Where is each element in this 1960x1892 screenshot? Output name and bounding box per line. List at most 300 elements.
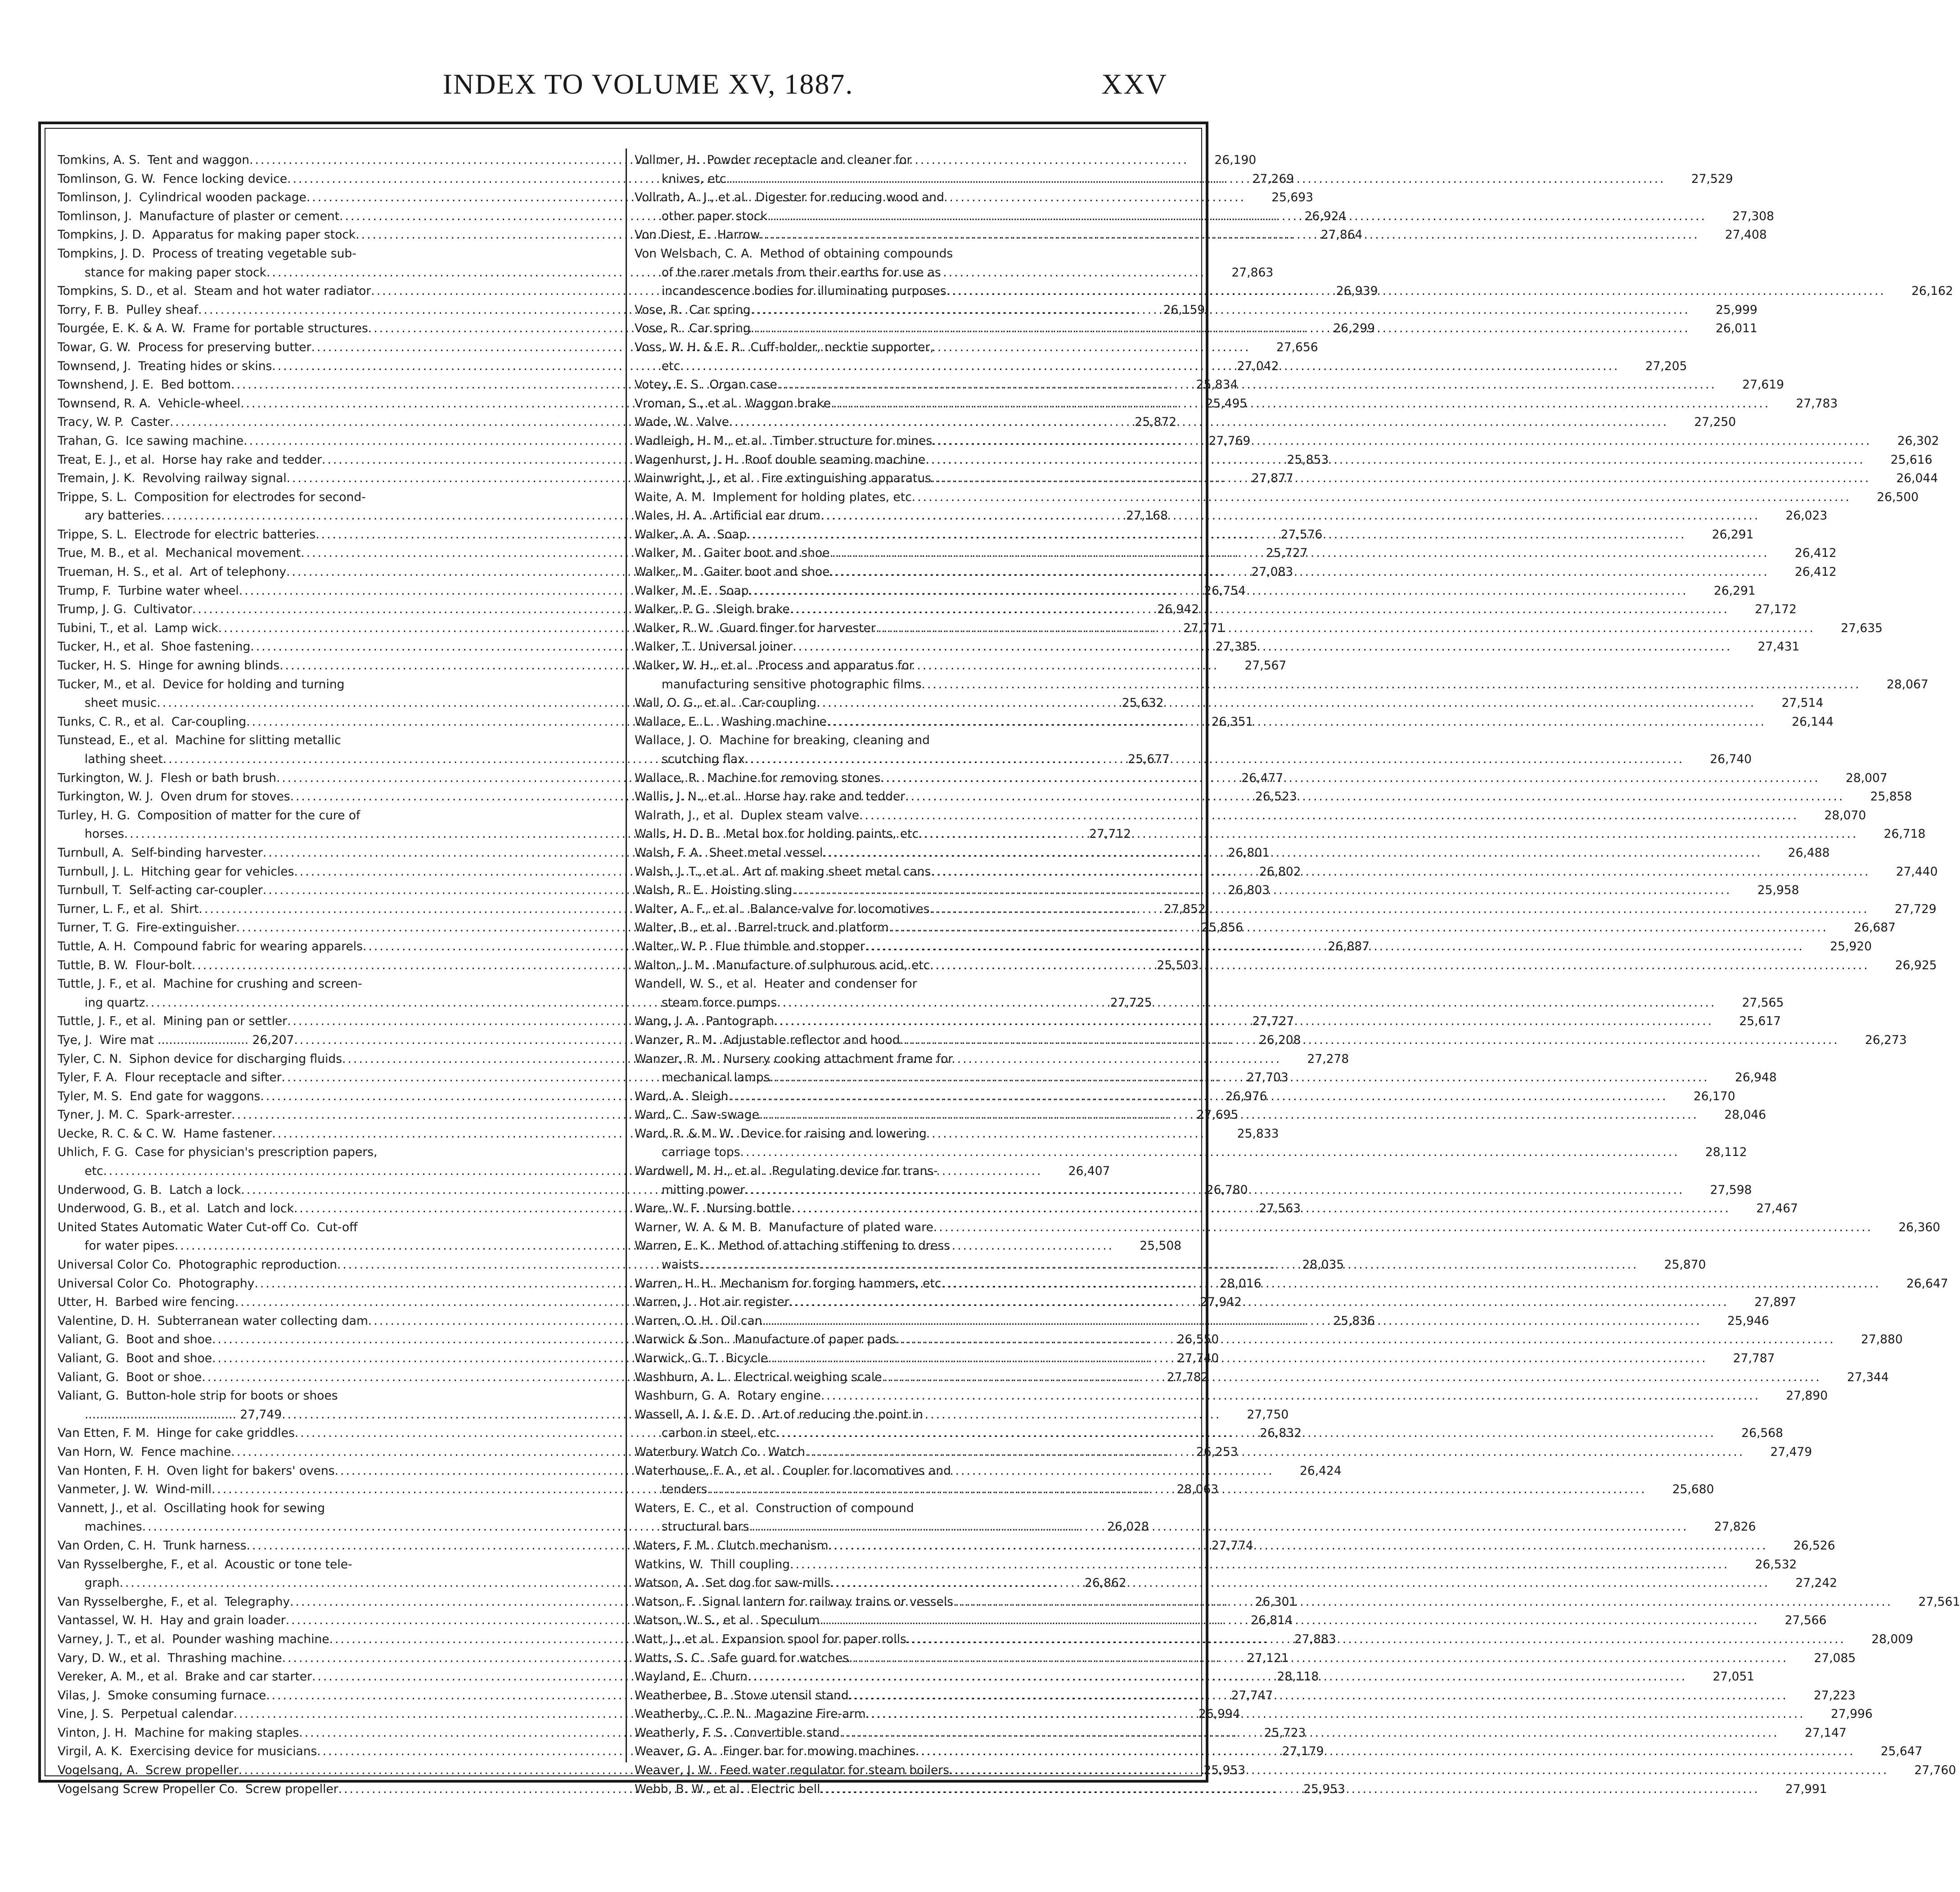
entry-name: Walsh, F. A. — [635, 845, 702, 860]
entry-description-continued: carbon in steel, etc — [662, 1426, 776, 1440]
entry-description-continued: steam force pumps — [662, 995, 777, 1010]
dot-leader — [751, 319, 1690, 338]
dot-leader — [896, 1330, 1835, 1349]
entry-name: Weatherly, F. S. — [635, 1725, 727, 1740]
entry-description: Shirt — [171, 902, 199, 916]
entry-description: Device for holding and turning — [162, 677, 345, 691]
entry-name: Waterhouse, F. A., et al. — [635, 1463, 775, 1478]
entry-name: Warren, E. K. — [635, 1239, 712, 1253]
patent-number: 27,890 — [1786, 1389, 1828, 1403]
index-entry — [635, 188, 1193, 207]
dot-leader — [747, 525, 1686, 544]
entry-name: Underwood, G. B., et al. — [58, 1201, 200, 1216]
entry-description-continued: tenders — [662, 1482, 707, 1497]
entry-name: Wallis, J. N., et al. — [635, 790, 739, 804]
patent-number: 25,853 — [1287, 452, 1329, 467]
entry-name: Turley, H. G. — [58, 808, 131, 822]
entry-name: Trump, J. G. — [58, 602, 127, 617]
entry-description: Bicycle — [725, 1351, 768, 1365]
patent-number: 27,877 — [1252, 471, 1293, 486]
patent-number: 27,205 — [1645, 359, 1687, 373]
dot-leader — [726, 170, 1665, 189]
patent-number: 26,550 — [1177, 1332, 1219, 1347]
entry-name: Tuttle, B. W. — [58, 958, 128, 972]
entry-name: Wallace, E. L. — [635, 714, 714, 729]
entry-name: Tompkins, J. D. — [58, 246, 145, 261]
patent-number: 26,523 — [1255, 790, 1297, 804]
entry-description: Horse hay rake and tedder — [162, 452, 322, 467]
dot-leader — [931, 862, 1870, 881]
dot-leader — [805, 1443, 1744, 1462]
entry-description: Expansion spool for paper rolls — [722, 1632, 906, 1646]
entry-description: Compound fabric for wearing apparels — [133, 939, 363, 953]
entry-description: Latch a lock — [169, 1183, 241, 1197]
entry-name: Walsh, R. E. — [635, 883, 705, 898]
entry-name: Vantassel, W. H. — [58, 1613, 153, 1628]
entry-description: Hame fastener — [183, 1126, 272, 1141]
dot-leader — [831, 394, 1770, 413]
entry-description: Signal lantern for railway trains or vessels — [702, 1594, 954, 1609]
entry-name: Watson, W. S., et al. — [635, 1613, 754, 1628]
entry-name: Tyler, M. S. — [58, 1089, 123, 1103]
patent-number: 26,568 — [1741, 1426, 1783, 1440]
index-entry — [635, 338, 1193, 357]
patent-number: 28,070 — [1824, 808, 1866, 822]
entry-name: Vereker, A. M., et al. — [58, 1670, 178, 1684]
patent-number: 27,760 — [1914, 1763, 1956, 1778]
entry-name: Ware, W. F. — [635, 1201, 699, 1216]
entry-name: Trippe, S. L. — [58, 527, 127, 542]
patent-number: 27,051 — [1712, 1670, 1755, 1684]
entry-name: Watson, A. — [635, 1576, 698, 1590]
entry-description: Electrical weighing scale — [734, 1370, 882, 1384]
entry-description: Smoke consuming furnace — [108, 1688, 266, 1702]
patent-number: 25,953 — [1203, 1763, 1246, 1778]
entry-name: Wade, W. — [635, 415, 690, 429]
patent-number: 25,858 — [1870, 790, 1912, 804]
dot-leader — [919, 825, 1858, 844]
entry-name: Vollmer, H. — [635, 153, 700, 167]
patent-number: 26,412 — [1794, 565, 1837, 579]
dot-leader — [930, 900, 1869, 919]
entry-name: Wang, J. A. — [635, 1014, 698, 1029]
entry-description-continued: waists — [662, 1258, 699, 1272]
entry-name: Ward, R. & M. W. — [635, 1126, 734, 1141]
entry-name: Vogelsang, A. — [58, 1763, 139, 1778]
patent-number: 25,616 — [1890, 452, 1933, 467]
entry-description: Coupler for locomotives and — [782, 1463, 951, 1478]
entry-name: Van Rysselberghe, F., et al. — [58, 1594, 218, 1609]
entry-description: Car spring — [689, 303, 751, 317]
entry-description: Cylindrical wooden package — [139, 190, 306, 205]
entry-name: Warren, H. H. — [635, 1276, 714, 1291]
dot-leader — [749, 582, 1688, 601]
dot-leader — [776, 1424, 1716, 1443]
index-entry — [58, 731, 612, 750]
patent-number: 27,852 — [1163, 902, 1206, 916]
entry-name: Turnbull, J. L. — [58, 864, 134, 879]
entry-description: Caster — [131, 415, 170, 429]
dot-leader — [946, 282, 1886, 301]
patent-number: 27,242 — [1795, 1576, 1838, 1590]
entry-description: Harrow — [717, 228, 760, 242]
index-entry — [635, 1499, 1193, 1518]
entry-description: Hot air register — [699, 1295, 789, 1309]
patent-number: 28,063 — [1176, 1482, 1219, 1497]
patent-number: 25,495 — [1205, 396, 1248, 411]
entry-description-continued: sheet music — [85, 696, 157, 710]
entry-name: Tompkins, J. D. — [58, 228, 145, 242]
entry-name: Turkington, W. J. — [58, 790, 153, 804]
index-entry — [635, 1462, 1193, 1481]
entry-name: Turnbull, A. — [58, 845, 124, 860]
index-entry — [58, 675, 612, 694]
dot-leader — [827, 713, 1766, 732]
patent-number: 27,269 — [1252, 172, 1294, 186]
entry-name: Wallace, J. O. — [635, 733, 712, 748]
patent-number: 26,802 — [1259, 864, 1301, 879]
entry-description: Manufacture of paper pads — [734, 1332, 896, 1347]
patent-number: 25,958 — [1757, 883, 1799, 898]
patent-number: 25,503 — [1157, 958, 1199, 972]
entry-name: Valiant, G. — [58, 1389, 119, 1403]
entry-description: Metal box for holding paints, etc — [725, 827, 919, 841]
entry-name: Weaver, G. A. — [635, 1744, 716, 1759]
entry-description: Horse hay rake and tedder — [745, 790, 906, 804]
entry-description: Self-binding harvester — [131, 845, 263, 860]
entry-description: Digester for reducing wood and — [755, 190, 944, 205]
entry-description: Clutch mechanism — [717, 1538, 829, 1553]
entry-description: Composition of matter for the cure of — [137, 808, 360, 822]
entry-description-continued: of the rarer metals from their earths for use as — [662, 265, 941, 280]
entry-name: Vose, R. — [635, 321, 682, 336]
patent-number: 26,028 — [1107, 1520, 1149, 1534]
dot-leader — [829, 544, 1769, 563]
patent-number: 27,576 — [1280, 527, 1323, 542]
entry-name: Tracy, W. P. — [58, 415, 124, 429]
entry-name: Universal Color Co. — [58, 1276, 171, 1291]
entry-name: Warren, J. — [635, 1295, 692, 1309]
index-entry — [635, 731, 1193, 750]
patent-number: 27,479 — [1770, 1445, 1812, 1459]
patent-number: 27,514 — [1781, 696, 1824, 710]
patent-number: 26,976 — [1225, 1089, 1267, 1103]
entry-name: Walsh, J. T., et al. — [635, 864, 736, 879]
patent-number: 26,754 — [1204, 583, 1246, 598]
entry-name: Waterbury Watch Co. — [635, 1445, 761, 1459]
patent-number: 27,042 — [1237, 359, 1279, 373]
entry-name: Valiant, G. — [58, 1370, 119, 1384]
patent-number: 27,897 — [1754, 1295, 1796, 1309]
dot-leader — [767, 207, 1707, 226]
patent-number: 25,870 — [1664, 1258, 1706, 1272]
entry-description-continued: carriage tops — [662, 1145, 740, 1160]
dot-leader — [925, 451, 1865, 470]
patent-number: 26,351 — [1211, 714, 1253, 729]
patent-number: 26,302 — [1897, 433, 1939, 448]
entry-description: Finger bar for mowing machines — [723, 1744, 916, 1759]
entry-name: Warwick, G. T. — [635, 1351, 719, 1365]
patent-number: 25,833 — [1237, 1126, 1279, 1141]
dot-leader — [828, 1536, 1767, 1555]
patent-number: 27,563 — [1259, 1201, 1301, 1216]
dot-leader — [905, 787, 1844, 806]
patent-number: 26,718 — [1883, 827, 1926, 841]
patent-number: 27,787 — [1733, 1351, 1775, 1365]
entry-name: Watt, J., et al. — [635, 1632, 715, 1646]
entry-description: Process of treating vegetable sub- — [152, 246, 356, 261]
patent-number: 25,617 — [1739, 1014, 1781, 1029]
entry-name: Washburn, A. L. — [635, 1370, 728, 1384]
entry-name: Varney, J. T., et al. — [58, 1632, 165, 1646]
entry-name: Tucker, M., et al. — [58, 677, 156, 691]
entry-name: Wanzer, R. M. — [635, 1052, 716, 1066]
index-entry — [58, 806, 612, 825]
patent-number: 26,190 — [1214, 153, 1257, 167]
entry-name: Wainwright, J., et al. — [635, 471, 754, 486]
entry-description: Feed water regulator for steam boilers — [720, 1763, 950, 1778]
entry-description: Cut-off — [317, 1220, 358, 1234]
entry-name: Van Etten, F. M. — [58, 1426, 150, 1440]
entry-name: Walker, M. E. — [635, 583, 712, 598]
entry-name: Walker, A. A. — [635, 527, 710, 542]
entry-description: Vehicle-wheel — [158, 396, 241, 411]
index-entry — [635, 151, 1193, 170]
patent-number: 26,994 — [1199, 1707, 1240, 1721]
entry-description: Photography — [178, 1276, 255, 1291]
dot-leader — [749, 1517, 1688, 1536]
entry-description-continued: mechanical lamps — [662, 1070, 770, 1085]
entry-description: Nursery cooking attachment frame for — [723, 1052, 953, 1066]
patent-number: 27,782 — [1167, 1370, 1209, 1384]
entry-name: Van Rysselberghe, F., et al. — [58, 1557, 218, 1571]
index-entry — [635, 413, 1736, 432]
patent-number: 27,740 — [1177, 1351, 1219, 1365]
entry-description: Pantograph — [705, 1014, 774, 1029]
entry-name: Trippe, S. L. — [58, 490, 127, 504]
dot-leader — [790, 600, 1729, 619]
entry-description: Roof double seaming machine — [744, 452, 926, 467]
patent-number: 25,836 — [1333, 1314, 1375, 1328]
entry-description: Universal joiner — [699, 640, 793, 654]
patent-number: 25,999 — [1716, 303, 1757, 317]
patent-number: 27,769 — [1208, 433, 1251, 448]
entry-name: Tourgée, E. K. & A. W. — [58, 321, 186, 336]
dot-leader — [865, 937, 1804, 956]
entry-name: Ward, C. — [635, 1108, 685, 1122]
patent-number: 28,035 — [1302, 1258, 1344, 1272]
entry-description-continued: etc — [85, 1164, 104, 1179]
entry-description: Organ case — [709, 378, 777, 392]
entry-name: Watkins, W. — [635, 1557, 703, 1571]
patent-number: 27,727 — [1252, 1014, 1294, 1029]
patent-number: 25,953 — [1303, 1782, 1345, 1796]
patent-number: 27,863 — [1231, 265, 1274, 280]
dot-leader — [760, 226, 1699, 244]
entry-description: Fire-extinguisher — [136, 921, 236, 935]
entry-description-continued: manufacturing sensitive photographic films — [662, 677, 922, 691]
index-entry — [635, 900, 1937, 919]
patent-number: 26,144 — [1792, 714, 1834, 729]
patent-number: 26,942 — [1157, 602, 1199, 617]
entry-description: Tent and waggon — [147, 153, 250, 167]
entry-description: Set dog for saw-mills — [705, 1576, 830, 1590]
patent-number: 26,360 — [1898, 1220, 1941, 1234]
dot-leader — [889, 918, 1828, 937]
patent-number: 26,044 — [1896, 471, 1938, 486]
entry-description: Fence machine — [141, 1445, 231, 1459]
entry-name: Wardwell, M. H., et al. — [635, 1164, 765, 1179]
entry-description: Implement for holding plates, etc — [712, 490, 912, 504]
entry-name: Walrath, J., et al. — [635, 808, 734, 822]
dot-leader — [745, 1181, 1684, 1200]
patent-number: 25,946 — [1727, 1314, 1769, 1328]
patent-number: 27,695 — [1196, 1108, 1239, 1122]
entry-description: Brake and car starter — [185, 1670, 312, 1684]
dot-leader — [820, 1611, 1759, 1630]
patent-number: 28,007 — [1846, 771, 1888, 785]
entry-name: Warner, W. A. & M. B. — [635, 1220, 761, 1234]
patent-number: 27,991 — [1785, 1782, 1827, 1796]
entry-description-continued: ........................................ 27,749 — [85, 1407, 282, 1422]
dot-leader — [792, 881, 1731, 900]
dot-leader — [859, 806, 1798, 825]
patent-number: 25,834 — [1196, 378, 1238, 392]
dot-leader — [793, 637, 1732, 656]
entry-description: Mining pan or settler — [163, 1014, 288, 1029]
patent-number: 27,635 — [1841, 621, 1883, 635]
entry-description: Sleigh — [691, 1089, 729, 1103]
dot-leader — [777, 993, 1716, 1012]
entry-name: Townsend, R. A. — [58, 396, 151, 411]
entry-name: Vanmeter, J. W. — [58, 1482, 149, 1497]
entry-description: Adjustable reflector and hood — [723, 1033, 900, 1047]
entry-name: True, M. B., et al. — [58, 546, 158, 560]
entry-description: Machine for crushing and screen- — [163, 977, 362, 991]
index-entry — [58, 1499, 612, 1518]
entry-name: Waite, A. M. — [635, 490, 706, 504]
entry-description: Acoustic or tone tele- — [225, 1557, 352, 1571]
entry-description: Thill coupling — [710, 1557, 790, 1571]
entry-name: Wales, H. A. — [635, 509, 706, 523]
entry-name: Universal Color Co. — [58, 1258, 171, 1272]
entry-description: Shoe fastening — [161, 640, 251, 654]
patent-number: 26,011 — [1716, 321, 1757, 336]
entry-name: Vinton, J. H. — [58, 1725, 127, 1740]
entry-description: Hinge for awning blinds — [138, 659, 280, 673]
entry-name: Watts, S. C. — [635, 1651, 703, 1665]
entry-name: Trump, F. — [58, 583, 111, 598]
entry-description-continued: structural bars — [662, 1520, 749, 1534]
entry-description: Art of making sheet metal cans — [743, 864, 931, 879]
entry-description: Speculum — [761, 1613, 820, 1628]
index-entry-continuation — [635, 675, 1928, 694]
entry-name: Vogelsang Screw Propeller Co. — [58, 1782, 239, 1796]
entry-description: Trunk harness — [163, 1538, 247, 1553]
index-entry — [635, 694, 1824, 713]
dot-leader — [821, 1386, 1760, 1405]
index-entry — [58, 1555, 612, 1574]
patent-number: 27,567 — [1244, 659, 1287, 673]
entry-description: Case for physician's prescription papers, — [135, 1145, 378, 1160]
patent-number: 25,693 — [1271, 190, 1314, 205]
patent-number: 27,085 — [1814, 1651, 1856, 1665]
patent-number: 28,009 — [1871, 1632, 1913, 1646]
entry-name: Tyler, C. N. — [58, 1052, 122, 1066]
entry-name: Tomlinson, J. — [58, 190, 132, 205]
entry-description: Balance-valve for locomotives — [750, 902, 930, 916]
patent-number: 27,747 — [1231, 1688, 1273, 1702]
dot-leader — [830, 1574, 1770, 1593]
dot-leader — [953, 1593, 1892, 1612]
index-entry — [635, 975, 1193, 993]
dot-leader — [770, 1068, 1709, 1087]
entry-description: Composition for electrodes for second- — [134, 490, 366, 504]
patent-number: 26,862 — [1085, 1576, 1126, 1590]
patent-number: 27,619 — [1742, 378, 1784, 392]
patent-number: 27,826 — [1714, 1520, 1756, 1534]
entry-description: Fence locking device — [162, 172, 288, 186]
entry-name: Tomlinson, J. — [58, 209, 132, 223]
entry-description: Electrode for electric batteries — [134, 527, 316, 542]
entry-description: Art of telephony — [189, 565, 287, 579]
entry-description: Device for raising and lowering — [740, 1126, 927, 1141]
entry-name: Tunstead, E., et al. — [58, 733, 168, 748]
entry-description: Valve — [697, 415, 729, 429]
entry-name: Valiant, G. — [58, 1351, 119, 1365]
entry-name: Wadleigh, H. M., et al. — [635, 433, 766, 448]
entry-name: Walker, T. — [635, 640, 693, 654]
patent-number: 27,729 — [1894, 902, 1937, 916]
patent-number: 25,677 — [1128, 752, 1170, 766]
entry-description: Latch and lock — [207, 1201, 294, 1216]
dot-leader — [777, 375, 1717, 394]
entry-name: Webb, B. W., et al. — [635, 1782, 744, 1796]
patent-number: 26,803 — [1228, 883, 1270, 898]
index-entry — [635, 806, 1866, 825]
index-entry — [635, 1368, 1889, 1387]
patent-number: 27,408 — [1725, 228, 1767, 242]
entry-description: Method of attaching stiffening to dress — [718, 1239, 951, 1253]
entry-description: Flue thimble and stopper — [715, 939, 865, 953]
entry-name: Walker, R. W. — [635, 621, 712, 635]
entry-description: Subterranean water collecting dam — [157, 1314, 368, 1328]
entry-name: Washburn, G. A. — [635, 1389, 730, 1403]
dot-leader — [849, 1686, 1788, 1705]
index-entry — [635, 956, 1937, 975]
patent-number: 27,864 — [1320, 228, 1363, 242]
patent-number: 28,016 — [1219, 1276, 1262, 1291]
patent-number: 26,814 — [1251, 1613, 1293, 1628]
entry-description-continued: knives, etc — [662, 172, 726, 186]
entry-description: Duplex steam valve — [740, 808, 860, 822]
entry-description: Telegraphy — [225, 1594, 290, 1609]
entry-description: Perpetual calendar — [121, 1707, 234, 1721]
dot-leader — [849, 1649, 1788, 1668]
patent-number: 26,526 — [1793, 1538, 1835, 1553]
entry-name: Wanzer, R. M. — [635, 1033, 716, 1047]
entry-name: Tubini, T., et al. — [58, 621, 148, 635]
patent-number: 27,467 — [1756, 1201, 1798, 1216]
entry-description: Hoisting sling — [712, 883, 793, 898]
entry-description: Churn — [712, 1670, 748, 1684]
patent-number: 27,529 — [1691, 172, 1733, 186]
entry-description: Boot and shoe — [126, 1351, 212, 1365]
entry-name: Underwood, G. B. — [58, 1183, 162, 1197]
entry-name: Vary, D. W., et al. — [58, 1651, 161, 1665]
index-entry — [635, 1574, 1838, 1593]
patent-number: 27,565 — [1742, 995, 1784, 1010]
